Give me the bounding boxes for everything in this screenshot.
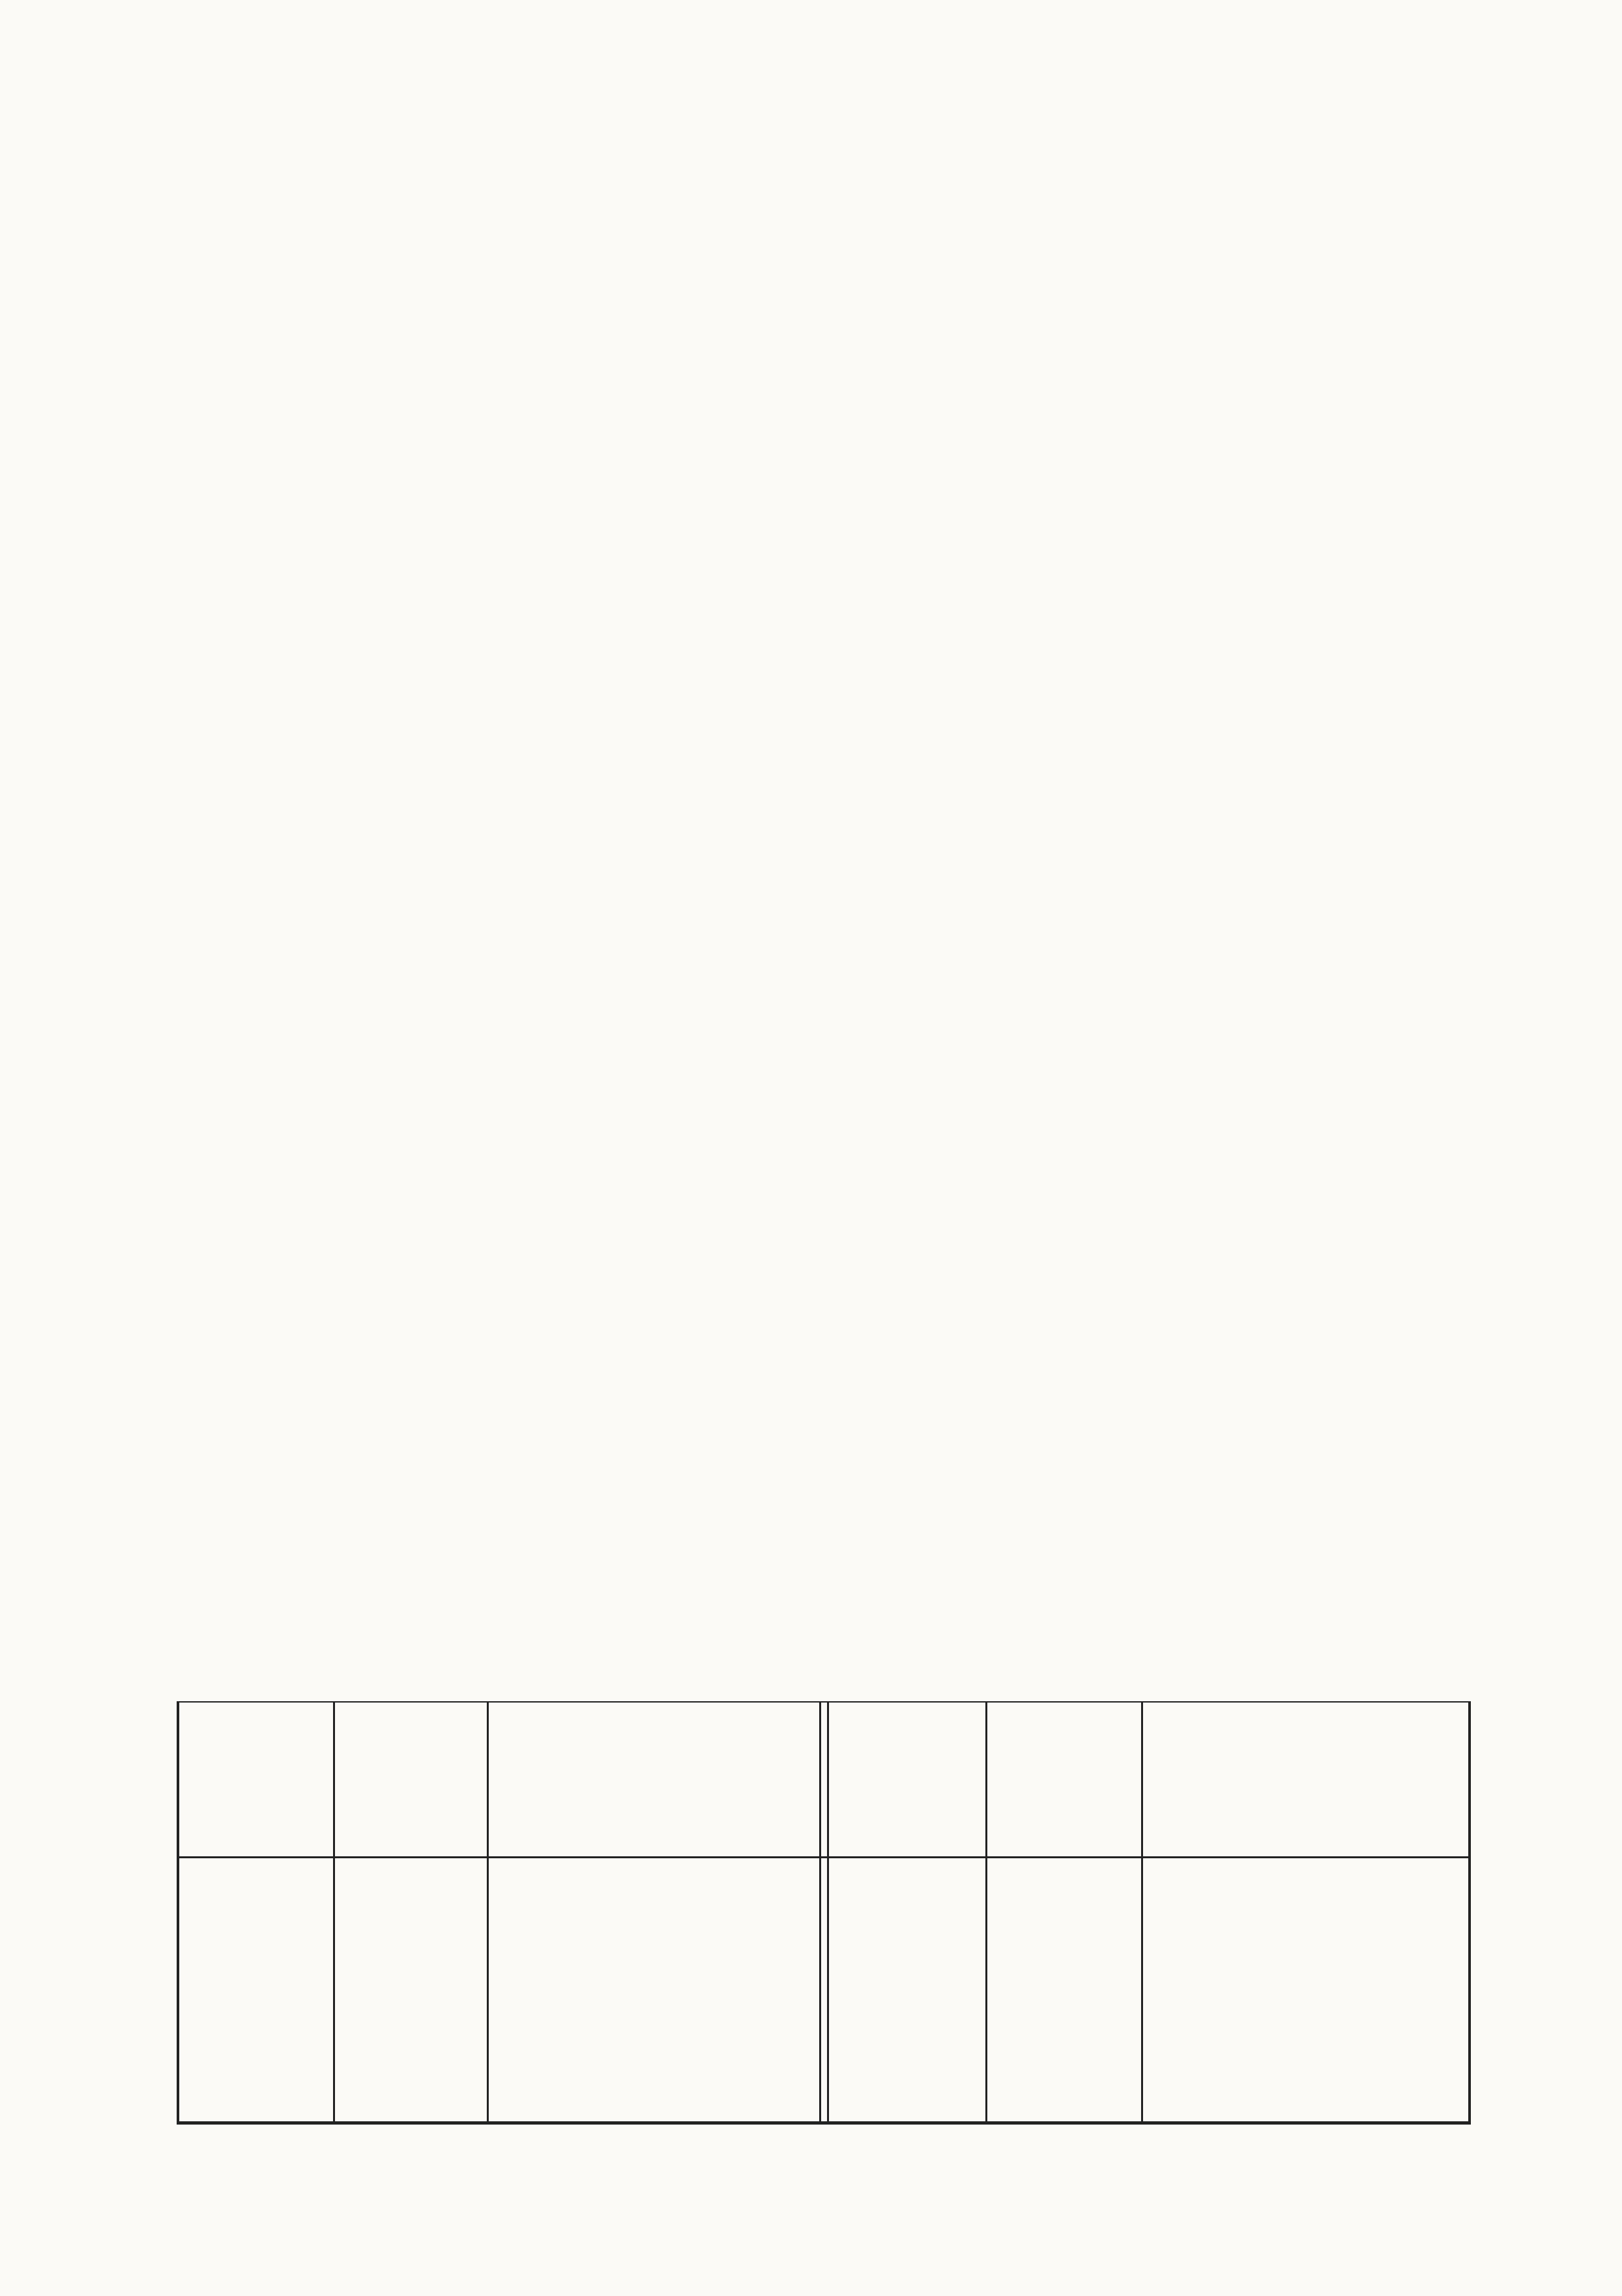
header-stroke-values <box>985 1703 1141 1833</box>
header-stroke-length <box>1141 1703 1466 1833</box>
header-divisions <box>827 1703 985 1833</box>
header-stroke-values <box>333 1703 487 1833</box>
scales-drawing <box>0 1099 1622 1426</box>
stroke-length-table <box>177 1701 1471 2125</box>
header-divisions <box>179 1703 333 1833</box>
header-stroke-length <box>487 1703 819 1833</box>
